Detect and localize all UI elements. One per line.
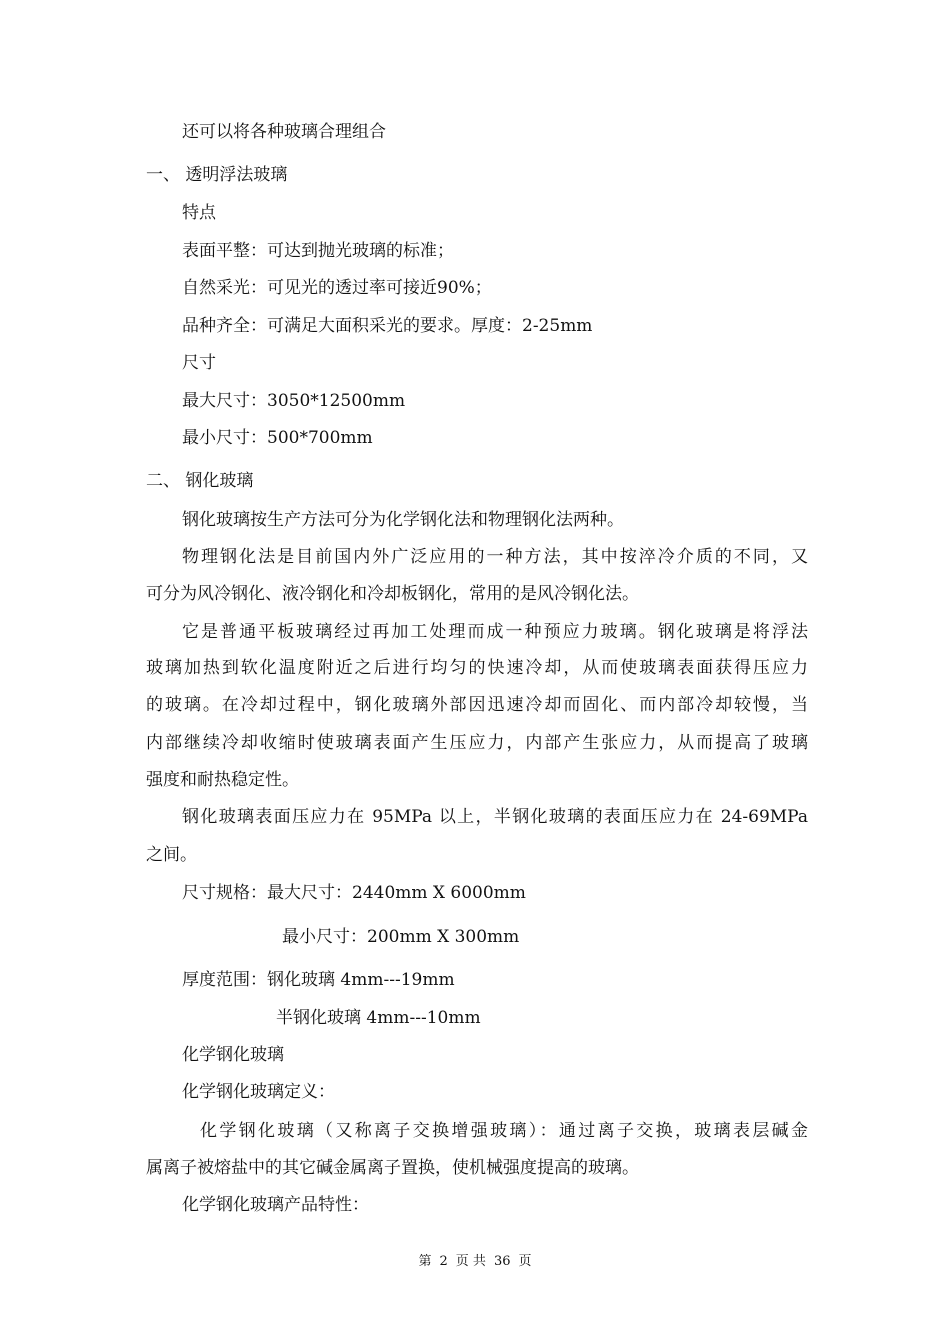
text-line: 最小尺寸：200mm X 300mm [282,927,520,947]
text-line: 属离子被熔盐中的其它碱金属离子置换，使机械强度提高的玻璃。 [146,1158,639,1178]
page-number: 2 [439,1254,448,1269]
text-line: 化学钢化玻璃（又称离子交换增强玻璃）：通过离子交换，玻璃表层碱金 [200,1121,808,1141]
text-line: 物理钢化法是目前国内外广泛应用的一种方法，其中按淬冷介质的不同，又 [182,547,808,567]
text-line: 化学钢化玻璃 [182,1045,284,1065]
text-line: 化学钢化玻璃定义： [182,1082,335,1102]
text-line: 之间。 [146,845,197,865]
footer-suffix: 页 [518,1254,532,1269]
text-line: 强度和耐热稳定性。 [146,770,299,790]
text-line: 内部继续冷却收缩时使玻璃表面产生压应力，内部产生张应力，从而提高了玻璃 [146,733,808,753]
footer-middle: 页 共 [455,1254,486,1269]
text-line: 的玻璃。在冷却过程中，钢化玻璃外部因迅速冷却而固化、而内部冷却较慢，当 [146,695,808,715]
text-line: 自然采光：可见光的透过率可接近90%； [182,278,492,298]
text-line: 特点 [182,203,216,223]
text-line: 尺寸规格：最大尺寸：2440mm X 6000mm [182,883,526,903]
text-line: 玻璃加热到软化温度附近之后进行均匀的快速冷却，从而使玻璃表面获得压应力 [146,658,808,678]
text-line: 化学钢化玻璃产品特性： [182,1195,369,1215]
text-line: 它是普通平板玻璃经过再加工处理而成一种预应力玻璃。钢化玻璃是将浮法 [182,622,808,642]
text-line: 钢化玻璃按生产方法可分为化学钢化法和物理钢化法两种。 [182,510,624,530]
footer-prefix: 第 [418,1254,432,1269]
text-line: 最大尺寸：3050*12500mm [182,391,406,411]
text-line: 表面平整：可达到抛光玻璃的标准； [182,241,454,261]
text-line: 品种齐全：可满足大面积采光的要求。厚度：2-25mm [182,316,593,336]
page-footer [0,1250,950,1269]
text-line: 最小尺寸：500*700mm [182,428,373,448]
section-heading: 一、 透明浮法玻璃 [146,165,288,185]
text-line: 厚度范围：钢化玻璃 4mm---19mm [182,970,455,990]
text-line: 尺寸 [182,353,216,373]
text-line: 钢化玻璃表面压应力在 95MPa 以上，半钢化玻璃的表面压应力在 24-69MPa [182,807,808,827]
section-heading: 二、 钢化玻璃 [146,471,254,491]
text-line: 还可以将各种玻璃合理组合 [182,122,386,142]
page-total: 36 [493,1254,511,1269]
text-line: 可分为风冷钢化、液冷钢化和冷却板钢化，常用的是风冷钢化法。 [146,584,639,604]
text-line: 半钢化玻璃 4mm---10mm [276,1008,481,1028]
